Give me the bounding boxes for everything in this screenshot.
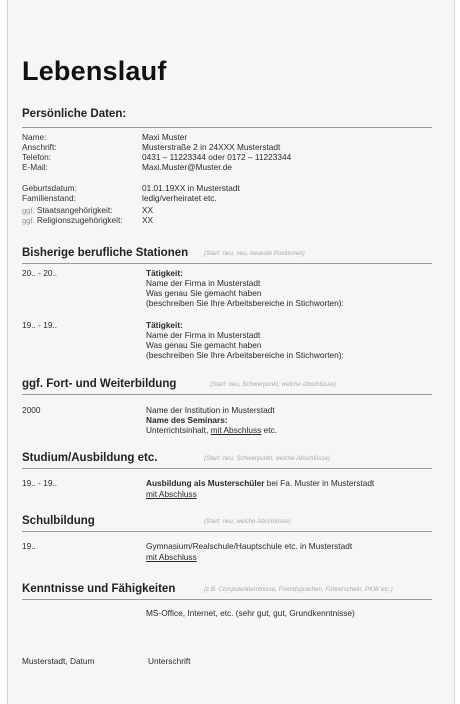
school-certificate-link: mit Abschluss: [146, 552, 197, 562]
value-religion: XX: [142, 215, 154, 225]
training-heading: ggf. Fort- und Weiterbildung: [22, 378, 177, 390]
career-heading: Bisherige berufliche Stationen: [22, 247, 189, 259]
training-content-suffix: etc.: [263, 425, 277, 435]
label-address: Anschrift:: [22, 142, 57, 152]
value-phone: 0431 – 11223344 oder 0172 – 11223344: [142, 152, 292, 162]
label-email: E-Mail:: [22, 162, 48, 172]
personal-heading: Persönliche Daten:: [22, 108, 127, 120]
training-certificate-link: mit Abschluss: [210, 425, 262, 435]
career-role-label-1: Tätigkeit:: [146, 268, 183, 278]
career-company-2: Name der Firma in Musterstadt: [146, 330, 261, 340]
label-name: Name:: [22, 132, 47, 142]
training-seminar: Name des Seminars:: [146, 415, 228, 425]
studies-date: 19.. - 19..: [22, 478, 58, 488]
school-date: 19..: [22, 541, 36, 551]
label-birthdate: Geburtsdatum:: [22, 183, 77, 193]
value-email: Maxi.Muster@Muster.de: [142, 162, 233, 172]
training-hint: (Start: neu, Schwerpunkt, welche Abschlüsse): [210, 381, 336, 388]
value-address: Musterstraße 2 in 24XXX Musterstadt: [142, 142, 281, 152]
training-date: 2000: [22, 405, 41, 415]
school-name: Gymnasium/Realschule/Hauptschule etc. in Musterstadt: [146, 541, 353, 551]
school-heading: Schulbildung: [22, 515, 95, 527]
training-divider: [22, 394, 432, 395]
career-desc-hint-1: (beschreiben Sie Ihre Arbeitsbereiche in Stichworten):: [146, 298, 344, 308]
skills-hint: (z.B. Computerkenntnisse, Fremdsprachen, Führerschein, PKW etc.): [204, 586, 393, 593]
training-content: [146, 425, 277, 435]
career-divider: [22, 263, 432, 264]
school-divider: [22, 531, 432, 532]
studies-heading: Studium/Ausbildung etc.: [22, 452, 158, 464]
label-phone: Telefon:: [22, 152, 52, 162]
career-desc-2: Was genau Sie gemacht haben: [146, 340, 262, 350]
signature-label: Unterschrift: [148, 656, 191, 666]
value-nationality: XX: [142, 205, 154, 215]
value-name: Maxi Muster: [142, 132, 188, 142]
training-institution: Name der Institution in Musterstadt: [146, 405, 275, 415]
career-hint: (Start: neu, neu, neueste Positionen): [204, 250, 305, 257]
skills-divider: [22, 599, 432, 600]
career-role-label-2: Tätigkeit:: [146, 320, 183, 330]
personal-divider: [22, 127, 432, 128]
career-company-1: Name der Firma in Musterstadt: [146, 278, 261, 288]
value-birthdate: 01.01.19XX in Musterstadt: [142, 183, 240, 193]
studies-divider: [22, 468, 432, 469]
studies-company: bei Fa. Muster in Musterstadt: [266, 478, 375, 488]
page-title: Lebenslauf: [22, 56, 167, 86]
label-prefix: ggf.: [22, 216, 35, 225]
career-date-1: 20.. - 20..: [22, 268, 58, 278]
value-marital: ledig/verheiratet etc.: [142, 193, 217, 203]
label-religion-text: Religionszugehörigkeit:: [36, 215, 123, 225]
studies-certificate-link: mit Abschluss: [146, 489, 197, 499]
skills-heading: Kenntnisse und Fähigkeiten: [22, 583, 176, 595]
school-hint: (Start: neu, welche Abschlüsse): [204, 518, 291, 525]
place-date: Musterstadt, Datum: [22, 656, 95, 666]
cv-page: [7, 0, 455, 704]
label-marital: Familienstand:: [22, 193, 76, 203]
label-religion: [22, 215, 123, 226]
studies-hint: (Start: neu, Schwerpunkt, welche Abschlüsse): [204, 455, 330, 462]
career-desc-1: Was genau Sie gemacht haben: [146, 288, 262, 298]
career-date-2: 19.. - 19..: [22, 320, 58, 330]
training-content-text: Unterrichtsinhalt,: [146, 425, 209, 435]
studies-title: Ausbildung als Musterschüler: [146, 478, 265, 488]
skills-text: MS-Office, Internet, etc. (sehr gut, gut, Grundkenntnisse): [146, 608, 355, 618]
studies-line-1: [146, 478, 374, 488]
label-nationality-text: Staatsangehörigkeit:: [36, 205, 113, 215]
label-prefix: ggf.: [22, 206, 35, 215]
career-desc-hint-2: (beschreiben Sie Ihre Arbeitsbereiche in Stichworten):: [146, 350, 344, 360]
